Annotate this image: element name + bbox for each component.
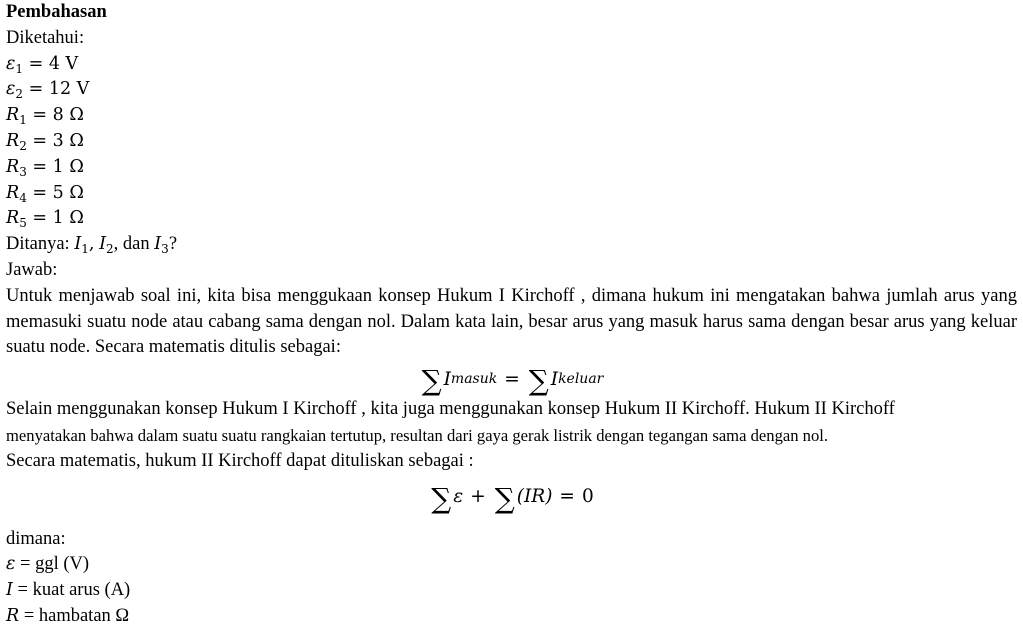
- answer-label: Jawab:: [6, 259, 58, 280]
- sigma-symbol: ∑: [528, 364, 549, 398]
- paragraph-kirchhoff-1: Untuk menjawab soal ini, kita bisa menggukaan konsep Hukum I Kirchoff , dimana hukum ini mengatakan bahwa jumlah arus yang memasuki suatu node atau cabang sama dengan nol. Dalam kata lain, besar arus yang masuk harus sama dengan besar arus yang keluar suatu node. Secara matematis ditulis sebagai:: [6, 285, 1017, 358]
- sigma-symbol: ∑: [431, 481, 452, 515]
- known-subscript: 3: [19, 164, 27, 179]
- asked-var: I: [154, 234, 162, 255]
- known-label: Diketahui:: [6, 27, 85, 48]
- known-value: = 4 V: [28, 53, 79, 74]
- paragraph-kirchhoff-2-line2: menyatakan bahwa dalam suatu suatu rangkaian tertutup, resultan dari gaya gerak listrik dengan tegangan sama dengan nol.: [6, 425, 829, 445]
- known-value: = 12 V: [28, 79, 90, 100]
- sigma-symbol: ∑: [421, 364, 442, 398]
- where-symbol: I: [6, 580, 13, 601]
- asked-sub: 1: [81, 242, 89, 257]
- known-value: = 8 Ω: [32, 105, 84, 126]
- paragraph-kirchhoff-2-line3: Secara matematis, hukum II Kirchoff dapat dituliskan sebagai :: [6, 450, 474, 471]
- eq1-lhs-sub: masuk: [450, 371, 498, 388]
- equation-kirchhoff-1: [6, 361, 1017, 397]
- known-value: = 5 Ω: [32, 182, 84, 203]
- known-subscript: 4: [19, 190, 27, 205]
- where-item: [6, 604, 1017, 630]
- asked-label: Ditanya:: [6, 234, 70, 255]
- eq1-lhs-var: I: [443, 368, 451, 390]
- eq2-term-ir: (IR): [516, 486, 553, 508]
- known-symbol: ε: [6, 53, 16, 74]
- eq1-equals: =: [504, 368, 520, 390]
- known-value: = 1 Ω: [32, 156, 84, 177]
- known-item: [6, 77, 1017, 103]
- known-subscript: 1: [15, 61, 24, 76]
- known-item: [6, 52, 1017, 78]
- where-symbol: R: [6, 605, 20, 626]
- known-subscript: 2: [19, 138, 27, 153]
- asked-var: I: [99, 234, 107, 255]
- known-symbol: R: [6, 208, 20, 229]
- asked-line: [6, 232, 1017, 258]
- eq2-rhs: 0: [581, 486, 594, 508]
- known-symbol: R: [6, 156, 20, 177]
- eq2-plus: +: [470, 486, 486, 508]
- where-desc: = kuat arus (A): [17, 580, 131, 601]
- known-value: = 3 Ω: [32, 130, 84, 151]
- where-label: dimana:: [6, 528, 66, 549]
- where-desc: = ggl (V): [20, 554, 90, 575]
- where-symbol: ε: [6, 554, 16, 575]
- known-symbol: ε: [6, 79, 16, 100]
- eq1-rhs-var: I: [550, 368, 559, 390]
- asked-dan: , dan: [113, 234, 150, 255]
- known-symbol: R: [6, 182, 20, 203]
- known-item: [6, 129, 1017, 155]
- sigma-symbol: ∑: [494, 481, 515, 515]
- known-symbol: R: [6, 130, 20, 151]
- known-item: [6, 155, 1017, 181]
- where-item: [6, 578, 1017, 604]
- known-value: = 1 Ω: [32, 208, 84, 229]
- known-item: [6, 181, 1017, 207]
- paragraph-kirchhoff-2-line1: Selain menggunakan konsep Hukum I Kirchoff , kita juga menggunakan konsep Hukum II Kirchoff. Hukum II Kirchoff: [6, 399, 895, 420]
- eq1-rhs-sub: keluar: [558, 371, 604, 388]
- asked-question-mark: ?: [168, 234, 178, 255]
- known-item: [6, 206, 1017, 232]
- where-item: [6, 552, 1017, 578]
- known-item: [6, 103, 1017, 129]
- known-symbol: R: [6, 105, 20, 126]
- equation-kirchhoff-2: [6, 475, 1017, 519]
- known-subscript: 2: [15, 87, 24, 102]
- asked-sep: ,: [88, 234, 95, 255]
- asked-var: I: [74, 234, 82, 255]
- asked-sub: 2: [106, 242, 114, 257]
- asked-sub: 3: [161, 242, 169, 257]
- section-heading: Pembahasan: [6, 2, 107, 22]
- known-subscript: 5: [19, 216, 27, 231]
- eq2-equals: =: [559, 486, 575, 508]
- eq2-term-emf: ε: [453, 486, 464, 508]
- known-subscript: 1: [19, 113, 27, 128]
- where-desc: = hambatan Ω: [23, 605, 130, 626]
